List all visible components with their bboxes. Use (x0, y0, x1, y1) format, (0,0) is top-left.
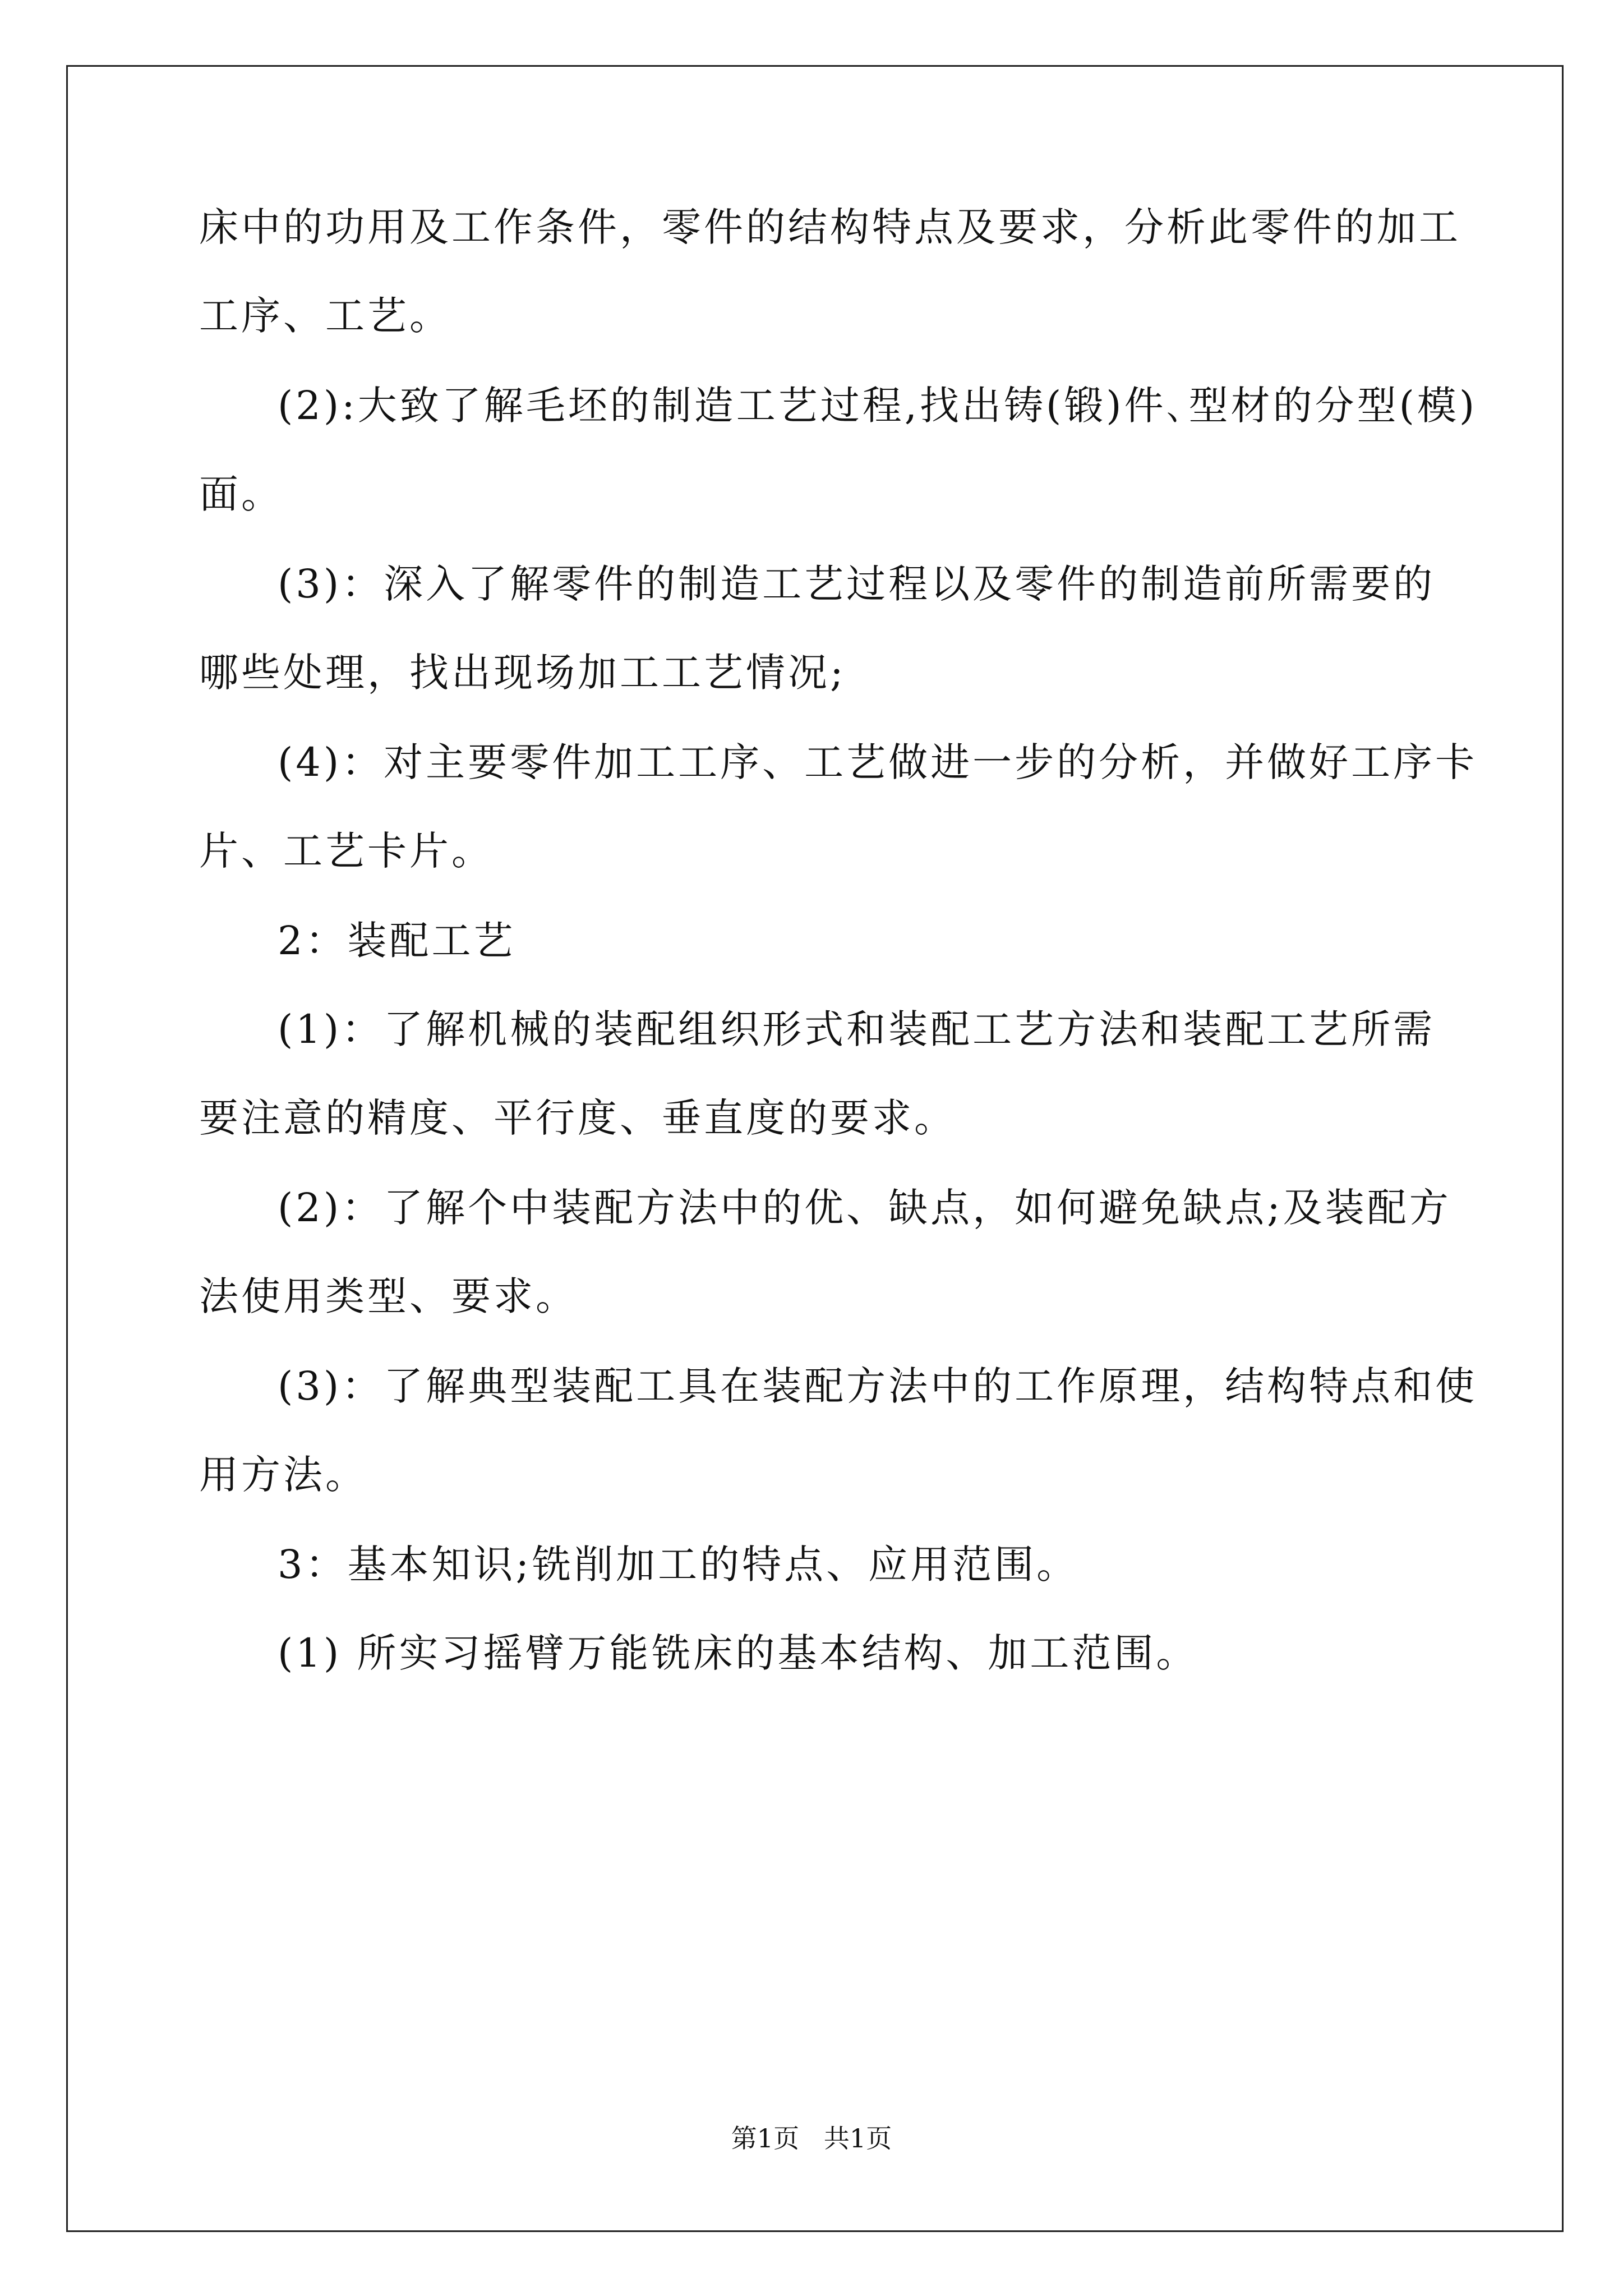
paragraph-line: 哪些处理，找出现场加工工艺情况; (199, 650, 846, 696)
paragraph-line: 用方法。 (199, 1452, 367, 1498)
paragraph-line: (2)：了解个中装配方法中的优、缺点，如何避免缺点;及装配方 (278, 1185, 1451, 1231)
paragraph-line: (3)：了解典型装配工具在装配方法中的工作原理，结构特点和使 (278, 1363, 1478, 1409)
paragraph-line: (1) 所实习摇臂万能铣床的基本结构、加工范围。 (278, 1630, 1198, 1676)
page-footer: 第1页 共1页 (731, 2123, 892, 2154)
paragraph-line: 片、工艺卡片。 (199, 828, 494, 874)
paragraph-line: 要注意的精度、平行度、垂直度的要求。 (199, 1095, 956, 1141)
paragraph-line: (2):大致了解毛坯的制造工艺过程,找出铸(锻)件､型材的分型(模) (278, 383, 1478, 429)
paragraph-line: (4)：对主要零件加工工序、工艺做进一步的分析，并做好工序卡 (278, 739, 1478, 785)
section-heading: 3：基本知识;铣削加工的特点、应用范围。 (278, 1542, 1079, 1588)
paragraph-line: 面。 (199, 471, 283, 517)
paragraph-line: (1)：了解机械的装配组织形式和装配工艺方法和装配工艺所需 (278, 1006, 1436, 1052)
section-heading: 2：装配工艺 (278, 918, 516, 964)
paragraph-line: 床中的功用及工作条件，零件的结构特点及要求，分析此零件的加工 (199, 204, 1461, 250)
paragraph-line: (3)：深入了解零件的制造工艺过程以及零件的制造前所需要的 (278, 561, 1436, 607)
paragraph-line: 法使用类型、要求。 (199, 1273, 578, 1319)
paragraph-line: 工序、工艺。 (199, 293, 451, 339)
